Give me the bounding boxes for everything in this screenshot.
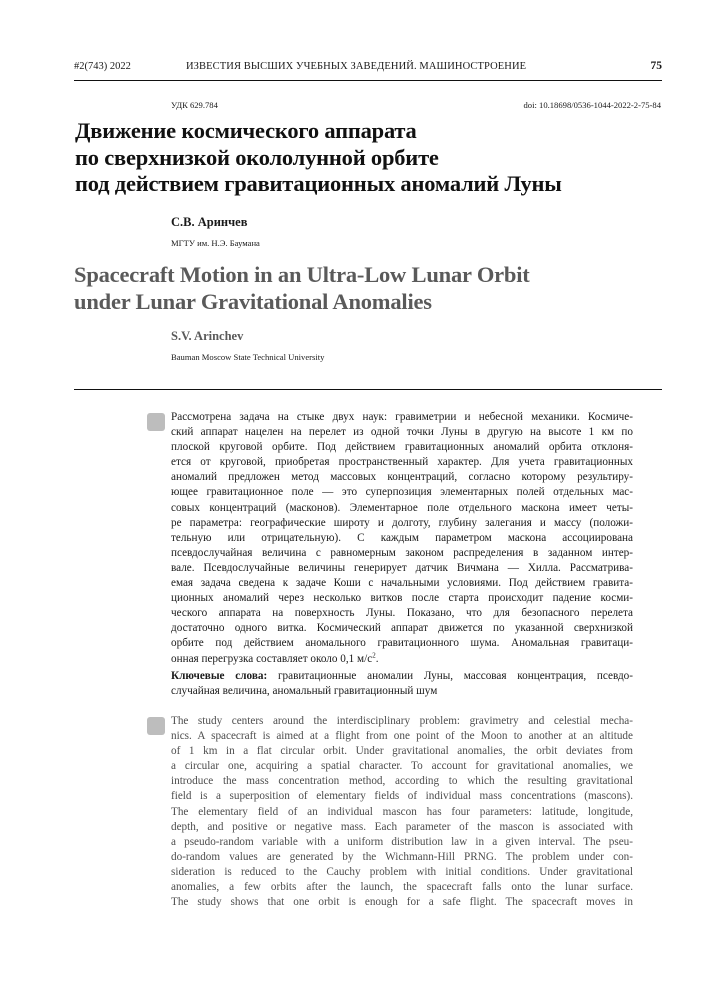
title-line: по сверхнизкой окололунной орбите	[75, 144, 439, 170]
abstract-line: a circular one, acquiring a spatial character. To account for gravitational anomalies, we	[171, 760, 633, 773]
abstract-line: do-random values are generated by the Wichmann-Hill PRNG. The problem under con-	[171, 850, 633, 863]
abstract-line: sideration is reduced to the Cauchy problem with initial conditions. Under gravitational	[171, 865, 633, 878]
abstract-line: аномалий предложен метод массовых концентраций, согласно которому результиру-	[171, 471, 633, 484]
abstract-line: совых концентраций (масконов). Элементарное поле отдельного маскона имеет четы-	[171, 501, 633, 514]
abstract-line: псевдослучайная величина с равномерным законом распределения в заданном интер-	[171, 546, 633, 559]
abstract-line: introduce the mass concentration method, according to which the resulting gravitational	[171, 775, 633, 788]
title-line: under Lunar Gravitational Anomalies	[74, 288, 432, 314]
abstract-marker-icon	[147, 717, 165, 735]
title-line: Движение космического аппарата	[75, 118, 417, 143]
section-divider	[74, 389, 662, 390]
abstract-line: depth, and positive or negative mass. Each parameter of the mascon is associated with	[171, 820, 633, 833]
abstract-line: nics. A spacecraft is aimed at a flight from one point of the Moon to another at an altitude	[171, 730, 633, 743]
abstract-line: емая задача сведена к задаче Коши с начальными условиями. Под действием гравита-	[171, 577, 633, 590]
abstract-line: ется от круговой, приобретая пространственный характер. Для учета гравитационных	[171, 456, 633, 469]
issue-number: #2(743) 2022	[74, 61, 131, 72]
russian-affiliation: МГТУ им. Н.Э. Баумана	[171, 238, 260, 248]
english-author: S.V. Arinchev	[171, 329, 244, 343]
doi[interactable]: doi: 10.18698/0536-1044-2022-2-75-84	[523, 100, 661, 110]
abstract-line: достаточно одного витка. Космический аппарат движется по указанной сверхнизкой	[171, 622, 633, 635]
journal-name: ИЗВЕСТИЯ ВЫСШИХ УЧЕБНЫХ ЗАВЕДЕНИЙ. МАШИНОСТРОЕНИЕ	[186, 61, 527, 72]
english-title	[74, 262, 530, 315]
abstract-line: a pseudo-random variable with a uniform distribution law in a given interval. The pseu-	[171, 835, 633, 848]
keywords	[171, 669, 633, 699]
abstract-line: The study shows that one orbit is enough for a safe flight. The spacecraft moves in	[171, 896, 633, 909]
abstract-line: плоской круговой орбите. Под действием гравитационных аномалий орбита отклоня-	[171, 441, 633, 454]
abstract-line: орбите под действием аномального гравитационного шума. Аномальная гравитаци-	[171, 637, 633, 650]
russian-author: С.В. Аринчев	[171, 215, 248, 229]
keywords-line: случайная величина, аномальный гравитационный шум	[171, 685, 438, 698]
russian-abstract	[171, 410, 633, 667]
abstract-line: ре параметра: географические широту и долготу, глубину залегания и массу (положи-	[171, 516, 633, 529]
abstract-marker-icon	[147, 413, 165, 431]
title-line: Spacecraft Motion in an Ultra-Low Lunar Orbit	[74, 262, 530, 287]
keywords-text: гравитационные аномалии Луны, массовая концентрация, псевдо-	[267, 670, 633, 682]
abstract-line: ционных аномалий через несколько витков после старта происходит падение косми-	[171, 592, 633, 605]
abstract-line: ющее гравитационное поле — это суперпозиция элементарных полей отдельных мас-	[171, 486, 633, 499]
udk-code: УДК 629.784	[171, 100, 218, 110]
abstract-line: вале. Псевдослучайные величины генерирует датчик Вичмана — Хилла. Рассматрива-	[171, 561, 633, 574]
abstract-line: ский аппарат нацелен на перелет из одной точки Луны в другую на высоте 1 км по	[171, 426, 633, 439]
abstract-line: Рассмотрена задача на стыке двух наук: гравиметрии и небесной механики. Космиче-	[171, 411, 633, 423]
keywords-line	[171, 669, 633, 684]
abstract-line: of 1 km in a flat circular orbit. Under gravitational anomalies, the orbit deviates from	[171, 745, 633, 758]
english-abstract	[171, 714, 633, 910]
abstract-line: field is a superposition of elementary fields of individual mass concentrations (mascons).	[171, 790, 633, 803]
page-number: 75	[650, 60, 662, 72]
abstract-line: ческого аппарата на поверхность Луны. Показано, что для безопасного перелета	[171, 607, 633, 620]
unit-superscript: 2	[372, 650, 376, 659]
russian-title	[75, 118, 562, 198]
header-rule	[74, 80, 662, 81]
title-line: под действием гравитационных аномалий Луны	[75, 171, 562, 196]
abstract-line: anomalies, a few orbits after the launch, the spacecraft falls onto the lunar surface.	[171, 881, 633, 894]
abstract-end: .	[375, 652, 379, 665]
abstract-last-text: онная перегрузка составляет около 0,1 м/с	[171, 652, 373, 665]
abstract-line: The study centers around the interdisciplinary problem: gravimetry and celestial mecha-	[171, 715, 633, 727]
abstract-line: The elementary field of an individual mascon has four parameters: latitude, longitude,	[171, 805, 633, 818]
abstract-line	[171, 652, 633, 667]
english-affiliation: Bauman Moscow State Technical University	[171, 352, 325, 362]
keywords-label: Ключевые слова:	[171, 670, 268, 682]
abstract-line: тельную или отрицательную). С каждым параметром маскона ассоциирована	[171, 531, 633, 544]
